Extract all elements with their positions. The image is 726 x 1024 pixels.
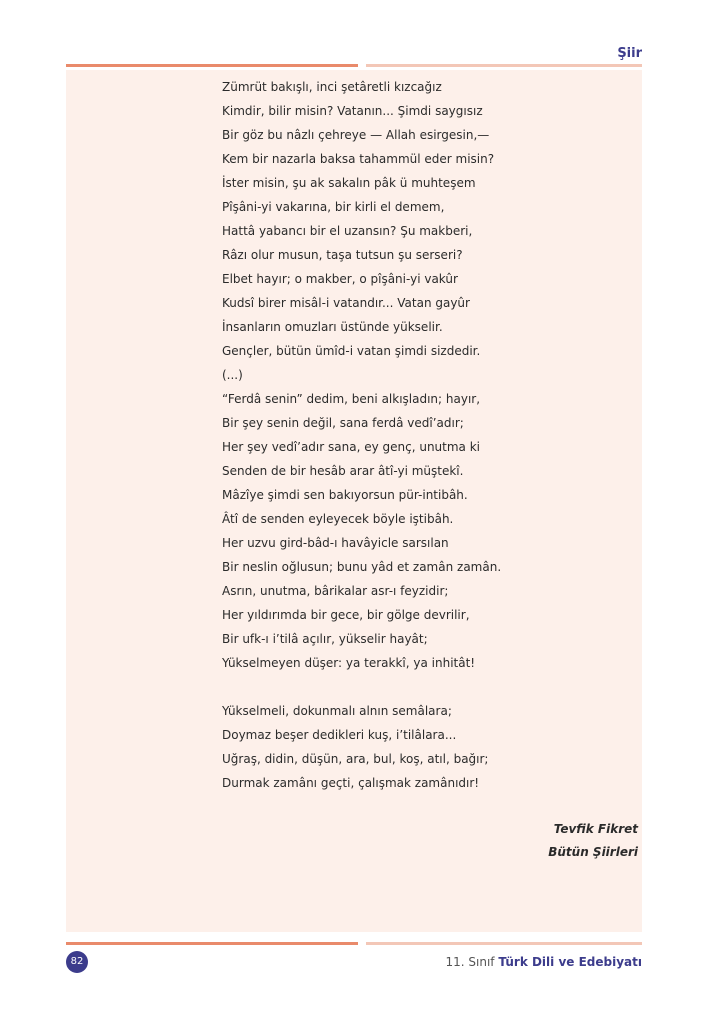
poem-line: Her uzvu gird-bâd-ı havâyicle sarsılan	[222, 536, 449, 550]
poem-line: Kudsî birer misâl-i vatandır... Vatan gayûr	[222, 296, 470, 310]
poem-line: Bir ufk-ı i’tilâ açılır, yükselir hayât;	[222, 632, 428, 646]
poem-line: Gençler, bütün ümîd-i vatan şimdi sizdedir.	[222, 344, 481, 358]
footer-divider-left	[66, 942, 358, 945]
poem-line: Uğraş, didin, düşün, ara, bul, koş, atıl, bağır;	[222, 752, 489, 766]
poem-line: Yükselmeyen düşer: ya terakkî, ya inhitât!	[222, 656, 476, 670]
header-divider-right	[366, 64, 642, 67]
poem-attribution	[548, 818, 638, 864]
poem-line: Bir göz bu nâzlı çehreye — Allah esirgesin,—	[222, 128, 490, 142]
source-title: Bütün Şiirleri	[548, 845, 638, 859]
poem-line: Kimdir, bilir misin? Vatanın... Şimdi saygısız	[222, 104, 483, 118]
poem-line: Pîşâni-yi vakarına, bir kirli el demem,	[222, 200, 445, 214]
poem-line: Hattâ yabancı bir el uzansın? Şu makberi,	[222, 224, 473, 238]
poem-line: Bir şey senin değil, sana ferdâ vedî’adır;	[222, 416, 464, 430]
poem-line: “Ferdâ senin” dedim, beni alkışladın; hayır,	[222, 392, 481, 406]
poem-line: Yükselmeli, dokunmalı alnın semâlara;	[222, 704, 452, 718]
header-divider-left	[66, 64, 358, 67]
poem-line: İnsanların omuzları üstünde yükselir.	[222, 320, 443, 334]
poem-line: Her yıldırımda bir gece, bir gölge devrilir,	[222, 608, 470, 622]
poem-line: Durmak zamânı geçti, çalışmak zamânıdır!	[222, 776, 480, 790]
poem-line: Bir neslin oğlusun; bunu yâd et zamân zamân.	[222, 560, 502, 574]
poem-line: İster misin, şu ak sakalın pâk ü muhteşem	[222, 176, 476, 190]
poem-line: Âtî de senden eyleyecek böyle iştibâh.	[222, 512, 454, 526]
poem-line: Senden de bir hesâb arar âtî-yi müştekî.	[222, 464, 464, 478]
poem-line: Mâzîye şimdi sen bakıyorsun pür-intibâh.	[222, 488, 468, 502]
poem-line: (...)	[222, 368, 243, 382]
footer-course-name: Türk Dili ve Edebiyatı	[498, 955, 642, 969]
footer-divider-right	[366, 942, 642, 945]
page-number-badge: 82	[66, 951, 88, 973]
section-title: Şiir	[617, 46, 642, 61]
poem-line: Doymaz beşer dedikleri kuş, i’tilâlara...	[222, 728, 457, 742]
poem-text	[222, 75, 501, 795]
poem-line: Kem bir nazarla baksa tahammül eder misin?	[222, 152, 495, 166]
footer-course-label	[445, 955, 642, 969]
poem-line: Her şey vedî’adır sana, ey genç, unutma ki	[222, 440, 480, 454]
author-name: Tevfik Fikret	[553, 822, 638, 836]
footer-grade: 11. Sınıf	[445, 955, 499, 969]
poem-line: Asrın, unutma, bârikalar asr-ı feyzidir;	[222, 584, 449, 598]
poem-line: Râzı olur musun, taşa tutsun şu serseri?	[222, 248, 463, 262]
poem-line: Elbet hayır; o makber, o pîşâni-yi vakûr	[222, 272, 458, 286]
poem-line: Zümrüt bakışlı, inci şetâretli kızcağız	[222, 80, 442, 94]
